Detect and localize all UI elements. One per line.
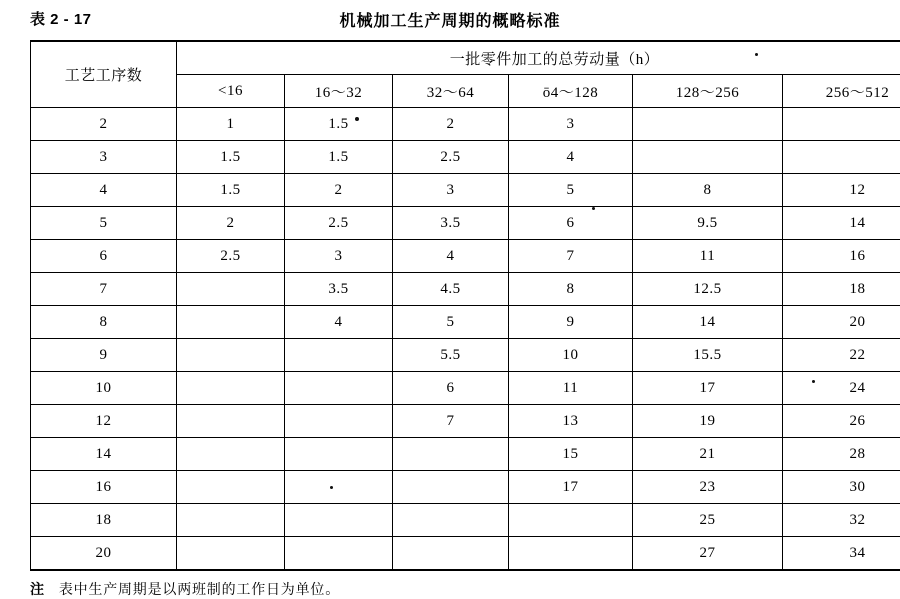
table-cell (393, 438, 509, 471)
table-cell: 25 (633, 504, 783, 537)
column-header: 256～512 (783, 75, 900, 108)
table-cell: 12 (783, 174, 900, 207)
table-cell (285, 339, 393, 372)
table-cell (285, 405, 393, 438)
row-label: 9 (31, 339, 177, 372)
table-row (31, 372, 900, 405)
table-cell: 32 (783, 504, 900, 537)
scan-speck (355, 117, 359, 121)
table-cell: 3 (509, 108, 633, 141)
table-cell (285, 471, 393, 504)
table-cell: 28 (783, 438, 900, 471)
table-cell (285, 537, 393, 571)
table-cell: 2 (177, 207, 285, 240)
row-label: 18 (31, 504, 177, 537)
table-note (30, 579, 870, 599)
table-cell (783, 108, 900, 141)
table-cell (285, 372, 393, 405)
table-cell: 15.5 (633, 339, 783, 372)
row-header-label: 工艺工序数 (31, 41, 177, 108)
row-label: 7 (31, 273, 177, 306)
table-cell: 27 (633, 537, 783, 571)
table-cell: 8 (633, 174, 783, 207)
data-table (30, 40, 900, 571)
table-head-group-row (31, 41, 900, 75)
table-row (31, 273, 900, 306)
table-cell: 8 (509, 273, 633, 306)
row-label: 6 (31, 240, 177, 273)
table-row (31, 108, 900, 141)
table-cell (509, 537, 633, 571)
table-cell (633, 141, 783, 174)
table-cell: 13 (509, 405, 633, 438)
table-cell: 23 (633, 471, 783, 504)
table-cell: 11 (509, 372, 633, 405)
table-cell: 7 (509, 240, 633, 273)
row-label: 8 (31, 306, 177, 339)
table-cell: 19 (633, 405, 783, 438)
table-cell (177, 273, 285, 306)
table-cell: 2.5 (177, 240, 285, 273)
table-cell: 4 (285, 306, 393, 339)
table-cell: 11 (633, 240, 783, 273)
table-row (31, 504, 900, 537)
row-label: 4 (31, 174, 177, 207)
table-row (31, 141, 900, 174)
scan-speck (812, 380, 815, 383)
table-cell (393, 471, 509, 504)
scan-speck (592, 207, 595, 210)
table-cell: 2 (393, 108, 509, 141)
table-number: 表 2 - 17 (30, 8, 92, 29)
table-cell (633, 108, 783, 141)
row-label: 16 (31, 471, 177, 504)
scan-speck (755, 53, 758, 56)
table-cell: 20 (783, 306, 900, 339)
table-cell (509, 504, 633, 537)
table-cell: 17 (633, 372, 783, 405)
table-row (31, 339, 900, 372)
table-cell: 1 (177, 108, 285, 141)
table-cell (393, 537, 509, 571)
table-row (31, 207, 900, 240)
table-cell: 6 (509, 207, 633, 240)
table-cell: 15 (509, 438, 633, 471)
table-cell (285, 438, 393, 471)
table-cell: 2 (285, 174, 393, 207)
table-cell: 1.5 (177, 174, 285, 207)
table-cell: 7 (393, 405, 509, 438)
table-cell: 14 (783, 207, 900, 240)
table-cell: 12.5 (633, 273, 783, 306)
table-cell: 2.5 (393, 141, 509, 174)
table-cell: 16 (783, 240, 900, 273)
scan-speck (330, 486, 333, 489)
table-cell: 30 (783, 471, 900, 504)
table-row (31, 174, 900, 207)
row-label: 10 (31, 372, 177, 405)
row-label: 20 (31, 537, 177, 571)
table-cell: 4 (509, 141, 633, 174)
table-cell: 5.5 (393, 339, 509, 372)
table-row (31, 240, 900, 273)
column-group-header: 一批零件加工的总劳动量（h） (177, 41, 900, 75)
table-cell: 10 (509, 339, 633, 372)
table-cell (783, 141, 900, 174)
table-cell: 34 (783, 537, 900, 571)
table-cell (177, 471, 285, 504)
table-cell: 3 (393, 174, 509, 207)
table-header (30, 8, 870, 36)
column-header: <16 (177, 75, 285, 108)
table-cell: 5 (509, 174, 633, 207)
row-label: 5 (31, 207, 177, 240)
table-cell (393, 504, 509, 537)
table-cell: 4 (393, 240, 509, 273)
row-label: 14 (31, 438, 177, 471)
column-header: 16～32 (285, 75, 393, 108)
column-header: 128～256 (633, 75, 783, 108)
table-row (31, 537, 900, 571)
row-label: 3 (31, 141, 177, 174)
table-cell: 3.5 (285, 273, 393, 306)
note-text: 表中生产周期是以两班制的工作日为单位。 (59, 579, 340, 599)
table-cell: 17 (509, 471, 633, 504)
table-cell: 1.5 (285, 108, 393, 141)
table-cell: 6 (393, 372, 509, 405)
table-cell: 24 (783, 372, 900, 405)
row-label: 12 (31, 405, 177, 438)
table-cell: 2.5 (285, 207, 393, 240)
table-cell: 9.5 (633, 207, 783, 240)
table-cell: 5 (393, 306, 509, 339)
table-cell: 1.5 (285, 141, 393, 174)
column-header: 32～64 (393, 75, 509, 108)
page-title: 机械加工生产周期的概略标准 (30, 8, 870, 31)
table-cell: 14 (633, 306, 783, 339)
table-cell: 18 (783, 273, 900, 306)
table-cell (177, 372, 285, 405)
table-cell: 9 (509, 306, 633, 339)
row-label: 2 (31, 108, 177, 141)
table-row (31, 306, 900, 339)
table-cell: 26 (783, 405, 900, 438)
table-cell: 4.5 (393, 273, 509, 306)
table-row (31, 405, 900, 438)
table-cell: 1.5 (177, 141, 285, 174)
table-row (31, 438, 900, 471)
note-label: 注 (30, 579, 45, 599)
table-cell (285, 504, 393, 537)
table-cell: 22 (783, 339, 900, 372)
table-cell (177, 339, 285, 372)
table-row (31, 471, 900, 504)
table-cell (177, 405, 285, 438)
table-cell: 21 (633, 438, 783, 471)
table-cell (177, 438, 285, 471)
column-header: ō4～128 (509, 75, 633, 108)
table-cell: 3.5 (393, 207, 509, 240)
table-cell (177, 537, 285, 571)
table-cell (177, 504, 285, 537)
table-cell (177, 306, 285, 339)
table-cell: 3 (285, 240, 393, 273)
